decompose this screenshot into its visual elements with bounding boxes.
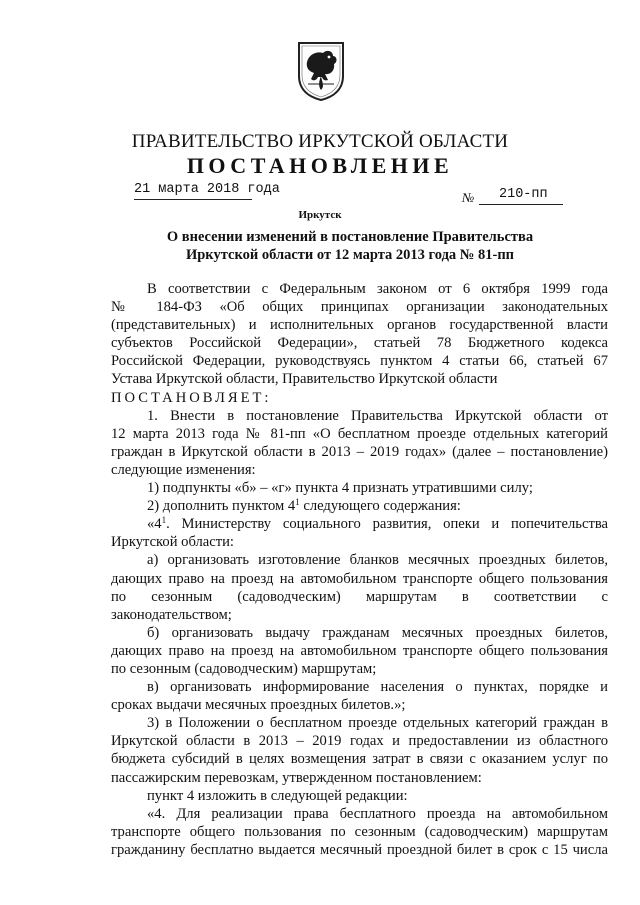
- text-span: «4: [147, 516, 162, 533]
- paragraph-line: «4. Для реализации права бесплатного проезда на автомобильном: [147, 805, 608, 822]
- paragraph-line: В соответствии с Федеральным законом от 6 октября 1999 года: [147, 281, 608, 297]
- superscript: 1: [161, 515, 167, 526]
- paragraph-line: № 184-ФЗ «Об общих принципах организации законодательных: [111, 299, 608, 316]
- paragraph-line: субъектов Российской Федерации», статьей 78 Бюджетного кодекса: [111, 335, 608, 352]
- government-heading: ПРАВИТЕЛЬСТВО ИРКУТСКОЙ ОБЛАСТИ: [131, 131, 509, 152]
- text-span: . Министерству социального развития, опеки и попечительства: [166, 516, 608, 533]
- paragraph-line: Иркутской области:: [111, 534, 234, 551]
- paragraph-line: б) организовать выдачу гражданам месячных проездных билетов,: [147, 624, 608, 641]
- paragraph-line: граждан в Иркутской области в 2013 – 2019 годах» (далее – постановление): [111, 443, 608, 460]
- paragraph-line: бюджета субсидий в целях возмещения затрат в связи с оказанием услуг по: [111, 751, 608, 768]
- coat-of-arms-emblem: [295, 40, 347, 102]
- paragraph-line: Устава Иркутской области, Правительство Иркутской области: [111, 371, 498, 388]
- paragraph-line: транспорте общего пользования по сезонным (садоводческим) маршрутам: [111, 823, 608, 840]
- document-date: 21 марта 2018 года: [134, 182, 252, 200]
- resolves-heading: ПОСТАНОВЛЯЕТ:: [111, 389, 272, 406]
- paragraph-line: по сезонным (садоводческим) маршрутам в соответствии с: [111, 588, 608, 605]
- paragraph-line: 1. Внести в постановление Правительства Иркутской области от: [147, 407, 608, 424]
- city-label: Иркутск: [298, 209, 342, 221]
- superscript: 1: [295, 497, 300, 508]
- paragraph-line: 12 марта 2013 года № 81-пп «О бесплатном проезде отдельных категорий: [111, 425, 608, 442]
- text-span: 2) дополнить пунктом 4: [147, 498, 296, 515]
- paragraph-line: Российской Федерации, руководствуясь пунктом 4 статьи 66, статьей 67: [111, 353, 608, 370]
- paragraph-line: сроках выдачи месячных проездных билетов.»;: [111, 697, 406, 714]
- paragraph-line: (представительных) и исполнительных органов государственной власти: [111, 317, 608, 334]
- document-title: [140, 228, 560, 264]
- title-line: Иркутской области от 12 марта 2013 года № 81-пп: [185, 247, 515, 263]
- paragraph-line: дающих право на проезд на автомобильном транспорте общего пользования: [111, 642, 608, 659]
- paragraph-line: законодательством;: [111, 606, 232, 623]
- paragraph-line: [111, 497, 608, 515]
- text-span: следующего содержания:: [303, 498, 461, 515]
- document-number: 210-пп: [479, 187, 563, 205]
- paragraph-line: 1) подпункты «б» – «г» пункта 4 признать утратившими силу;: [147, 480, 533, 497]
- paragraph-line: Иркутской области в 2013 – 2019 годах и предоставлении из областного: [111, 733, 608, 750]
- paragraph-line: в) организовать информирование населения о пунктах, порядке и: [147, 679, 608, 696]
- paragraph-line: пункт 4 изложить в следующей редакции:: [147, 787, 408, 804]
- title-line: О внесении изменений в постановление Правительства: [166, 229, 534, 245]
- paragraph-line: дающих право на проезд на автомобильном транспорте общего пользования: [111, 570, 608, 587]
- paragraph-line: а) организовать изготовление бланков месячных проездных билетов,: [147, 552, 608, 569]
- document-body: [111, 280, 608, 859]
- paragraph-line: [111, 515, 608, 533]
- document-type-heading: ПОСТАНОВЛЕНИЕ: [186, 153, 454, 178]
- number-sign: №: [462, 190, 475, 205]
- paragraph-line: 3) в Положении о бесплатном проезде отдельных категорий граждан в: [147, 715, 608, 732]
- paragraph-line: пассажирским перевозкам, утвержденном постановлением:: [111, 769, 482, 786]
- paragraph-line: по сезонным (садоводческим) маршрутам;: [111, 660, 377, 677]
- paragraph-line: следующие изменения:: [111, 461, 256, 478]
- paragraph-line: гражданину бесплатно выдается месячный проездной билет в срок с 15 числа: [111, 841, 608, 858]
